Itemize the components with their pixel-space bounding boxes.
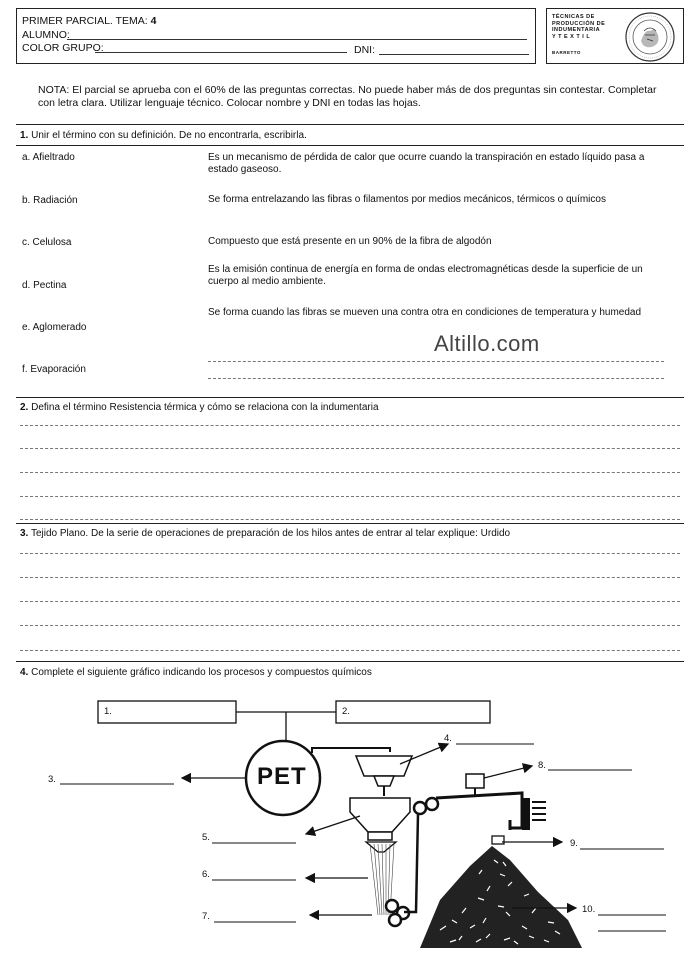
q1-heading: 1. Unir el término con su definición. De no encontrarla, escribirla. xyxy=(20,130,307,141)
section-divider xyxy=(16,661,684,662)
q3-answer-line-3[interactable] xyxy=(20,601,680,602)
dni-field[interactable] xyxy=(379,54,529,55)
q1-term-c: c. Celulosa xyxy=(22,237,72,248)
alumno-field[interactable] xyxy=(67,39,527,40)
diagram-label-1: 1. xyxy=(104,706,112,717)
q3-heading: 3. Tejido Plano. De la serie de operaciones de preparación de los hilos antes de entrar al telar explique: Urdido xyxy=(20,528,511,539)
q1-definition-2: Se forma entrelazando las fibras o filamentos por medios mecánicos, térmicos o químicos xyxy=(208,194,606,205)
diagram-label-4: 4. xyxy=(444,733,452,744)
q3-answer-line-4[interactable] xyxy=(20,625,680,626)
university-seal-icon xyxy=(621,11,679,63)
q2-answer-line-2[interactable] xyxy=(20,448,680,449)
q2-answer-line-4[interactable] xyxy=(20,496,680,497)
blank-box-2[interactable] xyxy=(336,701,490,723)
q1-definition-5: Se forma cuando las fibras se mueven una contra otra en condiciones de temperatura y humedad xyxy=(208,307,642,318)
section-divider xyxy=(16,523,684,524)
logo-line-4: Y T E X T I L xyxy=(552,33,591,40)
logo-line-2: PRODUCCIÓN DE xyxy=(552,20,606,27)
alumno-row xyxy=(22,29,70,41)
section-divider xyxy=(16,397,684,398)
exam-title xyxy=(22,15,156,27)
diagram-label-10: 10. xyxy=(582,904,596,915)
institution-logo-box xyxy=(546,8,684,64)
q2-answer-line-5[interactable] xyxy=(20,519,680,520)
logo-line-5: BARRETTO xyxy=(552,50,581,55)
q2-heading: 2. Defina el término Resistencia térmica y cómo se relaciona con la indumentaria xyxy=(20,402,379,413)
blank-box-1[interactable] xyxy=(98,701,236,723)
pet-process-diagram xyxy=(0,690,700,963)
color-grupo-label: COLOR GRUPO: xyxy=(22,42,104,54)
section-divider xyxy=(16,124,684,125)
dni-label: DNI: xyxy=(354,44,375,56)
diagram-label-3: 3. xyxy=(48,774,56,785)
q1-definition-3: Compuesto que está presente en un 90% de la fibra de algodón xyxy=(208,236,492,247)
q3-answer-line-1[interactable] xyxy=(20,553,680,554)
q1-answer-line-1[interactable] xyxy=(208,361,664,362)
q3-answer-line-5[interactable] xyxy=(20,650,680,651)
q1-divider xyxy=(16,145,684,146)
q3-answer-line-2[interactable] xyxy=(20,577,680,578)
q1-definition-1: Es un mecanismo de pérdida de calor que ocurre cuando la transpiración en estado líquido pasa a estado gaseoso. xyxy=(208,152,645,175)
alumno-label: ALUMNO: xyxy=(22,29,70,41)
q1-definition-4: Es la emisión continua de energía en forma de ondas electromagnéticas desde la superficie de un cuerpo al medio ambiente. xyxy=(208,264,643,287)
exam-note: NOTA: El parcial se aprueba con el 60% de las preguntas correctas. No puede haber más de dos preguntas sin contestar. Completar con letra clara. Utilizar lenguaje técnico. Colocar nombre y DNI en todas las hojas. xyxy=(38,84,657,109)
q1-answer-line-2[interactable] xyxy=(208,378,664,379)
diagram-label-7: 7. xyxy=(202,911,210,922)
q4-heading: 4. Complete el siguiente gráfico indicando los procesos y compuestos químicos xyxy=(20,667,372,678)
dni-row xyxy=(354,44,375,56)
diagram-label-5: 5. xyxy=(202,832,210,843)
color-grupo-row xyxy=(22,42,104,54)
q2-answer-line-1[interactable] xyxy=(20,425,680,426)
q1-term-d: d. Pectina xyxy=(22,280,67,291)
watermark: Altillo.com xyxy=(434,331,540,356)
q1-term-f: f. Evaporación xyxy=(22,364,86,375)
logo-text xyxy=(552,14,605,57)
diagram-label-2: 2. xyxy=(342,706,350,717)
q2-answer-line-3[interactable] xyxy=(20,472,680,473)
exam-title-text: PRIMER PARCIAL. TEMA: xyxy=(22,15,151,27)
q1-term-e: e. Aglomerado xyxy=(22,322,87,333)
diagram-label-8: 8. xyxy=(538,760,546,771)
diagram-label-6: 6. xyxy=(202,869,210,880)
color-grupo-field[interactable] xyxy=(95,52,347,53)
pet-label: PET xyxy=(257,763,307,790)
exam-header xyxy=(16,8,536,64)
exam-tema: 4 xyxy=(150,15,157,27)
q1-term-b: b. Radiación xyxy=(22,195,78,206)
logo-line-1: TÉCNICAS DE xyxy=(552,14,595,20)
diagram-label-9: 9. xyxy=(570,838,578,849)
q1-term-a: a. Afieltrado xyxy=(22,152,75,163)
logo-line-3: INDUMENTARIA xyxy=(552,27,601,33)
